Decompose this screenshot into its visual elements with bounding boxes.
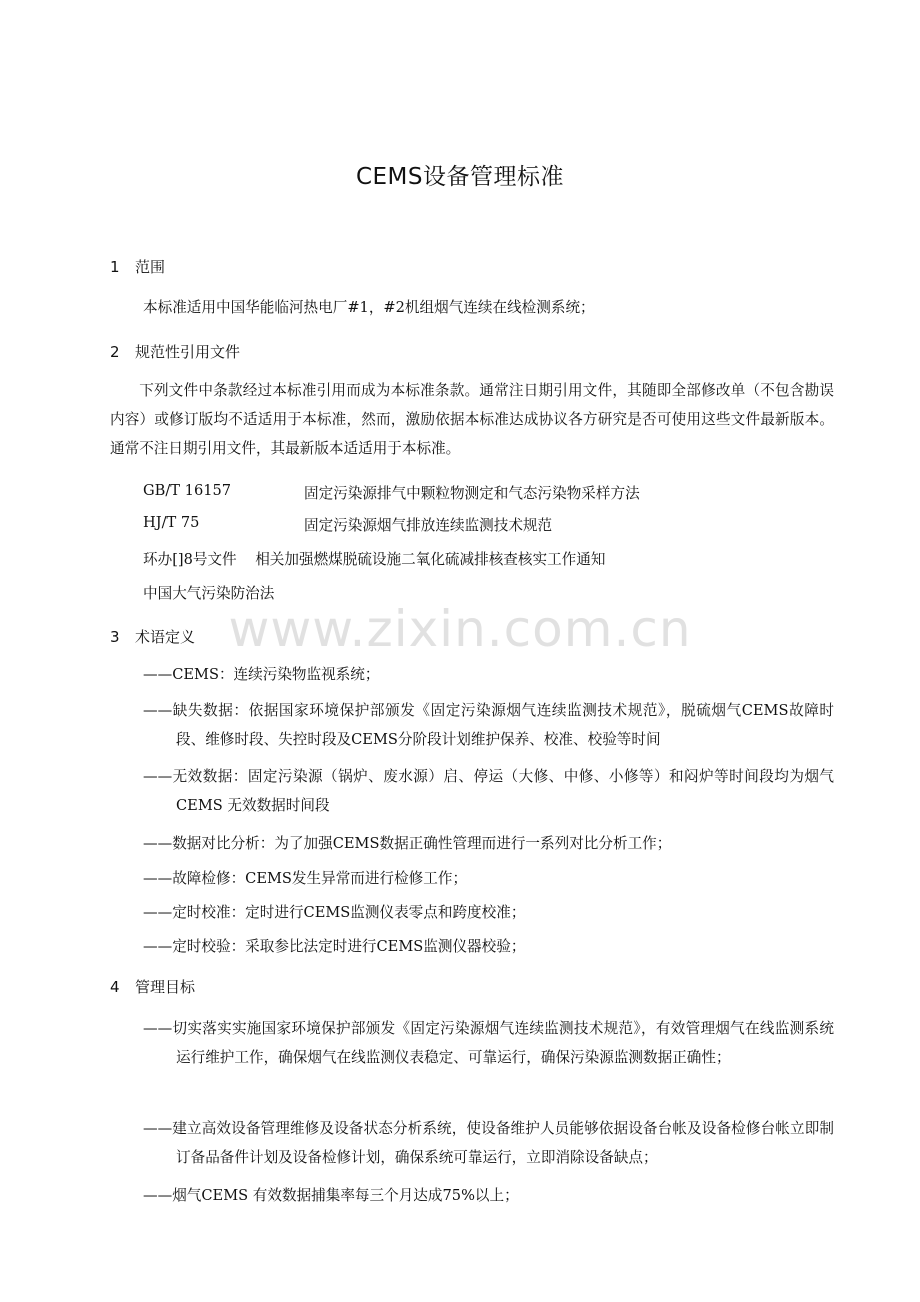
definition-item: ——定时校准：定时进行CEMS监测仪表零点和跨度校准； xyxy=(143,904,526,921)
section-3-number: 3 xyxy=(110,628,120,646)
section-1-text: 本标准适用中国华能临河热电厂#1，#2机组烟气连续在线检测系统； xyxy=(143,299,595,316)
reference-item: 环办[]8号文件 相关加强燃煤脱硫设施二氧化硫减排核查核实工作通知 xyxy=(143,551,606,568)
section-2-number: 2 xyxy=(110,343,120,361)
definition-item: ——无效数据：固定污染源（锅炉、废水源）启、停运（大修、中修、小修等）和闷炉等时间段均为烟气CEMS 无效数据时间段 xyxy=(143,768,834,814)
reference-code: HJ/T 75 xyxy=(143,514,200,531)
section-2-heading xyxy=(110,341,240,362)
reference-item: 中国大气污染防治法 xyxy=(143,585,275,602)
section-1-heading xyxy=(110,256,165,277)
section-2-title: 规范性引用文件 xyxy=(135,343,241,361)
section-4-heading xyxy=(110,976,195,997)
goal-item: ——烟气CEMS 有效数据捕集率每三个月达成75%以上； xyxy=(143,1187,519,1204)
definition-item: ——故障检修：CEMS发生异常而进行检修工作； xyxy=(143,870,468,887)
section-4-title: 管理目标 xyxy=(135,978,196,996)
goal-item: ——切实落实实施国家环境保护部颁发《固定污染源烟气连续监测技术规范》，有效管理烟气在线监测系统运行维护工作，确保烟气在线监测仪表稳定、可靠运行，确保污染源监测数据正确性； xyxy=(143,1020,834,1066)
reference-title: 固定污染源烟气排放连续监测技术规范 xyxy=(304,517,553,534)
definition-item: ——CEMS：连续污染物监视系统； xyxy=(143,666,380,683)
reference-title: 固定污染源排气中颗粒物测定和气态污染物采样方法 xyxy=(304,485,640,502)
section-1-number: 1 xyxy=(110,258,120,276)
section-1-title: 范围 xyxy=(135,258,166,276)
definition-item: ——数据对比分析：为了加强CEMS数据正确性管理而进行一系列对比分析工作； xyxy=(143,835,672,852)
section-3-title: 术语定义 xyxy=(135,628,196,646)
reference-code: GB/T 16157 xyxy=(143,482,232,499)
section-3-heading xyxy=(110,626,195,647)
definition-item: ——定时校验：采取参比法定时进行CEMS监测仪器校验； xyxy=(143,938,526,955)
document-title: CEMS设备管理标准 xyxy=(355,164,565,190)
definition-item: ——缺失数据：依据国家环境保护部颁发《固定污染源烟气连续监测技术规范》，脱硫烟气CEMS故障时段、维修时段、失控时段及CEMS分阶段计划维护保养、校准、校验等时间 xyxy=(143,702,834,748)
section-2-paragraph: 下列文件中条款经过本标准引用而成为本标准条款。通常注日期引用文件，其随即全部修改单（不包含勘误内容）或修订版均不适适用于本标准，然而，激励依据本标准达成协议各方研究是否可使用这些文件最新版本。通常不注日期引用文件，其最新版本适适用于本标准。 xyxy=(110,382,834,457)
watermark: www.zixin.com.cn xyxy=(228,600,692,658)
goal-item: ——建立高效设备管理维修及设备状态分析系统，使设备维护人员能够依据设备台帐及设备检修台帐立即制订备品备件计划及设备检修计划，确保系统可靠运行，立即消除设备缺点； xyxy=(143,1120,834,1166)
section-4-number: 4 xyxy=(110,978,120,996)
